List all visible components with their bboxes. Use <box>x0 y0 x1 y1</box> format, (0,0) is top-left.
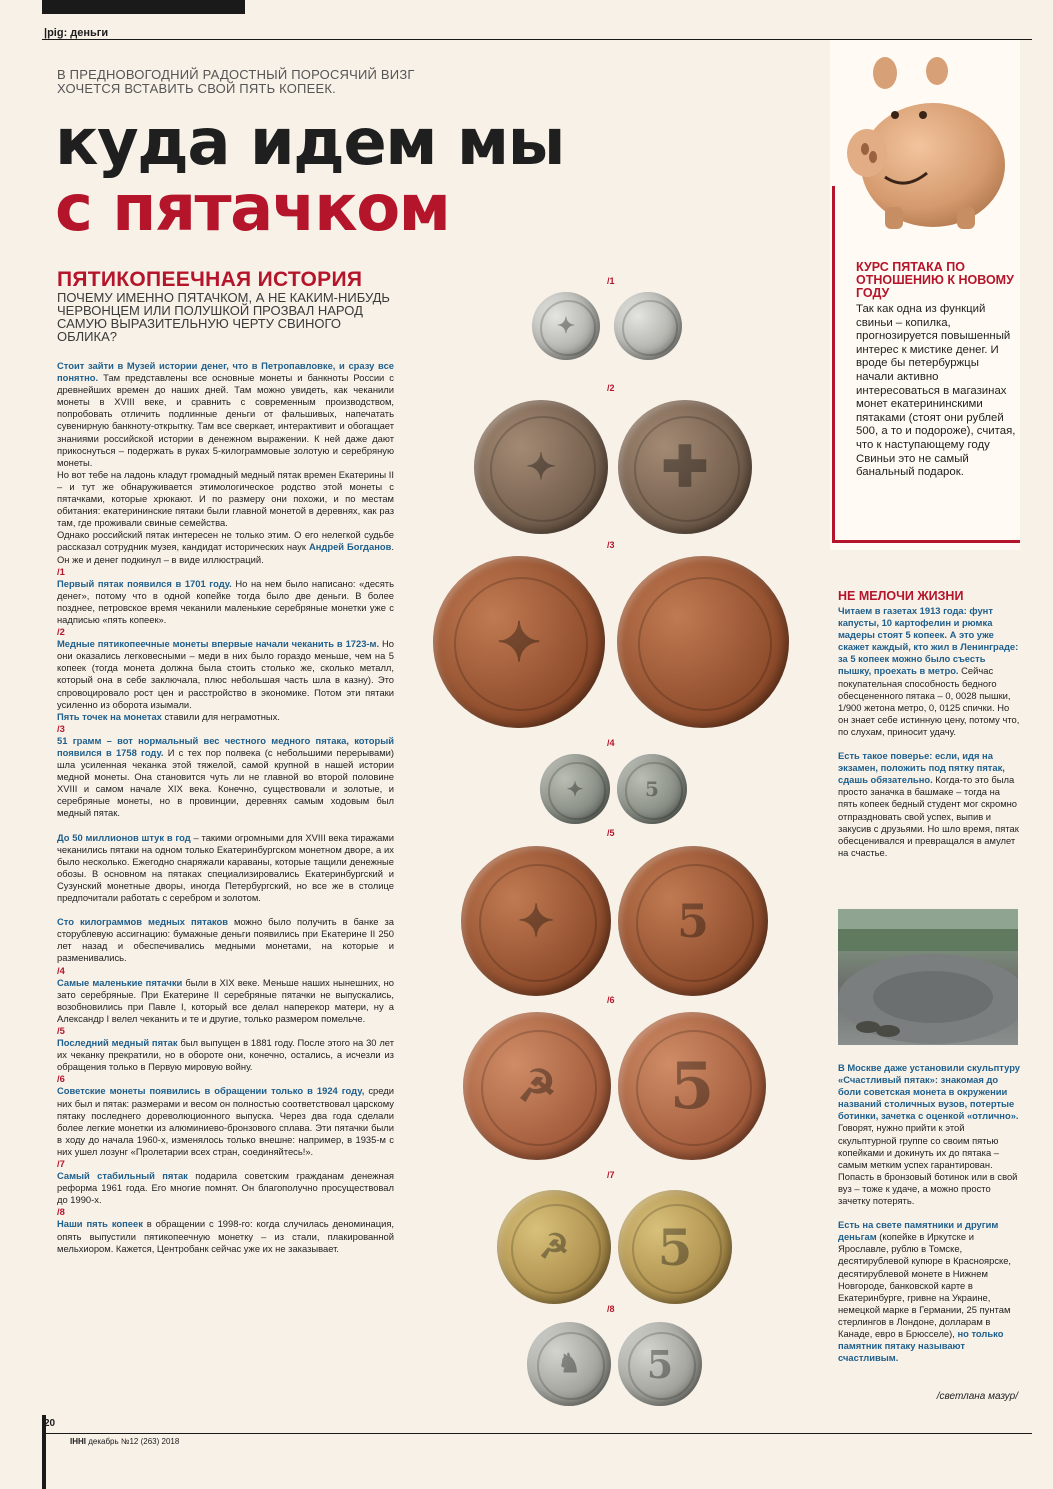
text: . Он же и денег подкинул – в виде иллюстраций. <box>57 541 394 565</box>
footer-rule <box>42 1433 1032 1434</box>
paragraph <box>57 735 394 820</box>
author-signature: /светлана мазур/ <box>936 1391 1018 1402</box>
coin-label-4: /4 <box>607 738 615 748</box>
footer-issue-text: декабрь №12 (263) 2018 <box>86 1437 180 1446</box>
text: был выпущен в 1881 году. После этого на 30 лет их чеканку прекратили, но в обороте они, конечно, остались, а исчезли из обращения только в Первую мировую войну. <box>57 1037 394 1073</box>
coin-3-reverse <box>617 556 789 728</box>
paragraph <box>57 1170 394 1206</box>
footer-issue <box>70 1437 179 1446</box>
text: Однако российский пятак интересен не только этим. О его нелегкой судьбе рассказал сотрудник музея, кандидат исторических наук <box>57 529 394 553</box>
coin-label-7: /7 <box>607 1170 615 1180</box>
highlight: Медные пятикопеечные монеты впервые начали чеканить в 1723-м. <box>57 638 380 650</box>
highlight: Стоит зайти в Музей истории денег, что в Петропавловке, и сразу все понятно. <box>57 360 394 384</box>
coin-3-obverse: ✦ <box>433 556 605 728</box>
paragraph <box>57 711 394 723</box>
highlight: До 50 миллионов штук в год <box>57 831 191 843</box>
text: в обращении с 1998-го: когда случилась деноминация, опять выпустили пятикопеечную монетку – из стали, плакированной мельхиором. Кажется, Центробанк сейчас уже их не заказывает. <box>57 1218 395 1254</box>
text: – такими огромными для XVIII века тиражами чеканились пятаки на одном только Екатеринбургском монетном дворе, а их было несколько. Ежегодно снаряжали караваны, которые тащили денежные обозы. В основном на пятаках специализировались Екатеринбургский и Сузунский монетные дворы, иногда Петербургский, но все же в столице предпочитали работать с серебром и золотом. <box>57 831 394 904</box>
article-body <box>57 360 394 1255</box>
paragraph <box>838 750 1020 859</box>
highlight: Самые маленькие пятачки <box>57 976 183 988</box>
paragraph <box>57 832 394 905</box>
text: среди них был и пятак: размерами и весом он полностью соответствовал царскому пятаку последнего дореволюционного выпуска. Через два года сделали более легкие монетки из алюминиево-бронзового сплава. Эти пятачки были в ходу до начала 1960-х, изменялось только внешне: например, в 1935-м с них ушел лозунг «Пролетарии всех стран, соединяйтесь!». <box>57 1085 394 1157</box>
text: Сейчас покупательная способность бедного обесцененного пятака – 0, 0028 пышки, 1/900 жетона метро, 0, 0125 спички. Но он знает себе истинную цену, потому что, по слухам, приносит удачу. <box>838 665 1020 737</box>
coin-1-reverse <box>614 292 682 360</box>
highlight: Последний медный пятак <box>57 1037 178 1049</box>
coin-1-obverse: ✦ <box>532 292 600 360</box>
marker-7: /7 <box>57 1158 65 1169</box>
coin-2-obverse: ✦ <box>474 400 608 534</box>
text: (копейке в Иркутске и Ярославле, рублю в Томске, десятирублевой купюре в Красноярске, десятирублевой монете в Нижнем Новгороде, банковской карте в Екатеринбурге, гривне на Украине, немецкой марке в Германии, 25 пунтам стерлингов в Лондоне, долларам в Канаде, евро в Брюсселе), <box>838 1231 1012 1339</box>
sidebar-text: Так как одна из функций свиньи – копилка, прогнозируется повышенный интерес к мистике денег. И вроде бы петербуржцы начали активно интересоваться в магазинах монет екатерининскими пятаками (стоят они рублей 500, а то и подороже), считая, что к наступающему году Свиньи это не самый банальный подарок. <box>856 303 1016 479</box>
headline <box>55 106 675 246</box>
column-body <box>838 605 1020 859</box>
column-title: НЕ МЕЛОЧИ ЖИЗНИ <box>838 589 964 603</box>
paragraph <box>838 1062 1020 1207</box>
coin-2-reverse: ✚ <box>618 400 752 534</box>
highlight: Сто килограммов медных пятаков <box>57 916 228 928</box>
paragraph <box>57 1085 394 1158</box>
sculpture-photo-illustration <box>838 909 1018 1045</box>
sculpture-photo <box>838 909 1018 1045</box>
headline-line-1: куда идем мы <box>55 106 565 180</box>
coin-7-reverse: 5 <box>618 1190 732 1304</box>
coin-5-reverse: 5 <box>618 846 768 996</box>
marker-6: /6 <box>57 1073 65 1085</box>
coin-4-reverse: 5 <box>617 754 687 824</box>
highlight: но только памятник пятаку называют счастливым. <box>838 1327 1004 1364</box>
highlight: Есть такое поверье: если, идя на экзамен, положить под пятку пятак, сдашь обязательно. <box>838 750 1005 786</box>
text: Когда-то это была просто заначка в башмаке – тогда на пять копеек бедный студент мог скромно отпраздновать свой успех, выпив и закусив с друзьями. Но шло время, пятак обесценивался и превращался в амулет на счастье. <box>838 774 1019 858</box>
paragraph <box>57 1037 394 1073</box>
coin-label-2: /2 <box>607 383 615 393</box>
highlight: Самый стабильный пятак <box>57 1170 188 1182</box>
column-body-2 <box>838 1062 1020 1364</box>
text: Но они оказались легковесными – меди в них было гораздо меньше, чем на 5 копеек (тогда монета должна была стоить столько же, сколько металл, который она в себе заключала, плюс небольшая часть шла в казну). Это спровоцировало рост цен и расстройство в экономике. Потом эти пятаки усиленно из оборота изымали. <box>57 638 395 710</box>
coin-8-reverse: 5 <box>618 1322 702 1406</box>
coin-label-1: /1 <box>607 276 615 286</box>
marker-2: /2 <box>57 626 65 638</box>
paragraph <box>57 977 394 1025</box>
paragraph <box>57 916 394 964</box>
coin-8-obverse: ♞ <box>527 1322 611 1406</box>
coin-label-8: /8 <box>607 1304 615 1314</box>
text: Там представлены все основные монеты и банкноты России с древнейших времен до наших дней. Там можно увидеть, как чеканили монеты в XVIII веке, и сравнить с современным производством, попробовать отличить подлинные деньги от фальшивых, напечатать сувенирную банкноту-открытку. Там все сверкает, интерактивит и обогащает знаниями российской истории в денежном выражении. К ней даже дают прикоснуться – подержать в руках 5-килограммовые золотую и серебряную монеты. <box>57 372 394 468</box>
paragraph <box>57 1218 394 1254</box>
page-number: 20 <box>44 1418 56 1429</box>
marker-8: /8 <box>57 1206 65 1218</box>
highlight: 51 грамм – вот нормальный вес честного медного пятака, который появился в 1758 году. <box>57 734 394 758</box>
coin-6-reverse: 5 <box>618 1012 766 1160</box>
coin-label-3: /3 <box>607 540 615 550</box>
coin-label-6: /6 <box>607 995 615 1005</box>
highlight: Пять точек на монетах <box>57 710 162 722</box>
footer-brand: ІННІ <box>70 1437 86 1446</box>
marker-5: /5 <box>57 1024 65 1036</box>
highlight: Советские монеты появились в обращении только в 1924 году, <box>57 1085 365 1097</box>
marker-3: /3 <box>57 722 65 734</box>
text: ставили для неграмотных. <box>161 710 280 722</box>
piggy-bank-illustration <box>845 55 1010 235</box>
paragraph <box>57 360 394 469</box>
highlight: Читаем в газетах 1913 года: фунт капусты, 10 картофелин и рюмка мадеры стоят 5 копеек. А это уже скажет каждый, кто жил в Ленинграде: за 5 копеек можно было съесть пышку, проехать в метро. <box>838 605 1019 677</box>
paragraph <box>838 605 1020 738</box>
highlight: Есть на свете памятники и другим деньгам <box>838 1219 999 1243</box>
paragraph: Но вот тебе на ладонь кладут громадный медный пятак времен Екатерины II – и тут же обнаруживается этимологическое родство этой монеты с пятачками, которые хрюкают. И по размеру они похожи, и по местам обитания: екатерининские пятаки были главной монетой в деревнях, как раз там, где проживали свиные семейства. <box>57 468 394 529</box>
coin-5-obverse: ✦ <box>461 846 611 996</box>
coin-label-5: /5 <box>607 828 615 838</box>
text: Говорят, нужно прийти к этой скульптурной группе со своим пятью копейками и докинуть их до пятака – самым метким успех гарантирован. Попасть в бронзовый ботинок или в свой вуз – тоже к удаче, а можно просто зачетку потерять. <box>838 1122 1018 1207</box>
coin-6-obverse: ☭ <box>463 1012 611 1160</box>
paragraph <box>57 638 394 711</box>
text: подарила советским гражданам денежная реформа 1961 года. Его многие помнят. Он благополучно просуществовал до 1990-х. <box>57 1170 394 1206</box>
paragraph <box>57 529 394 565</box>
top-black-bar <box>42 0 245 14</box>
headline-line-2: с пятачком <box>55 172 450 246</box>
marker-1: /1 <box>57 565 65 577</box>
sidebar-rule-bottom <box>832 540 1020 543</box>
text: И с тех пор полвека (с небольшими перерывами) шла усиленная чеканка этой тяжелой, самой крупной в нашей истории медной монеты. Она становится чуть ли не главной во второй половине XVIII и самом начале XIX века. Конечно, существовали и золотые, и серебряные монеты, но в провинции, деревнях самым ходовым был медный пятак. <box>57 747 394 819</box>
coin-7-obverse: ☭ <box>497 1190 611 1304</box>
lead-text: В ПРЕДНОВОГОДНИЙ РАДОСТНЫЙ ПОРОСЯЧИЙ ВИЗГ ХОЧЕТСЯ ВСТАВИТЬ СВОЙ ПЯТЬ КОПЕЕК. <box>57 67 415 96</box>
section-subtitle: ПОЧЕМУ ИМЕННО ПЯТАЧКОМ, А НЕ КАКИМ-НИБУДЬ ЧЕРВОНЦЕМ ИЛИ ПОЛУШКОЙ ПРОЗВАЛ НАРОД САМУЮ ВЫРАЗИТЕЛЬНУЮ ЧЕРТУ СВИНОГО ОБЛИКА? <box>57 290 390 344</box>
section-tag: |pig: деньги <box>44 27 109 39</box>
sidebar-rule <box>832 186 835 542</box>
section-title: ПЯТИКОПЕЕЧНАЯ ИСТОРИЯ <box>57 268 363 291</box>
paragraph <box>57 578 394 626</box>
author-name: Андрей Богданов <box>308 541 392 553</box>
highlight: В Москве даже установили скульптуру «Счастливый пятак»: знакомая до боли советская монета в окружении названий столичных вузов, потертые ботинки, зачетка с оценкой «отлично». <box>838 1062 1021 1122</box>
highlight: Наши пять копеек <box>57 1218 143 1230</box>
marker-4: /4 <box>57 964 65 976</box>
text: можно было получить в банке за сторублевую ассигнацию: бумажные деньги появились при Екатерине II 250 лет назад и обеспечивались медными монетами, на которые и разменивались. <box>57 916 394 964</box>
text: Но на нем было написано: «десять денег», потому что в одной копейке тогда было две деньги. В более позднее, петровское время чеканили маленькие серебряные монетки уже с надписью «пять копеек». <box>57 577 394 625</box>
sidebar-title: КУРС ПЯТАКА ПО ОТНОШЕНИЮ К НОВОМУ ГОДУ <box>856 260 1014 300</box>
coin-4-obverse: ✦ <box>540 754 610 824</box>
highlight: Первый пятак появился в 1701 году. <box>57 577 232 589</box>
text: были в XIX веке. Меньше наших нынешних, но зато серебряные. При Екатерине II серебряные пятачки не выпускались, возобновились при Павле I, который все делал наперекор матери, ну а Александр I велел чеканить и те и другие, только размером помельче. <box>57 976 395 1024</box>
paragraph <box>838 1219 1020 1364</box>
